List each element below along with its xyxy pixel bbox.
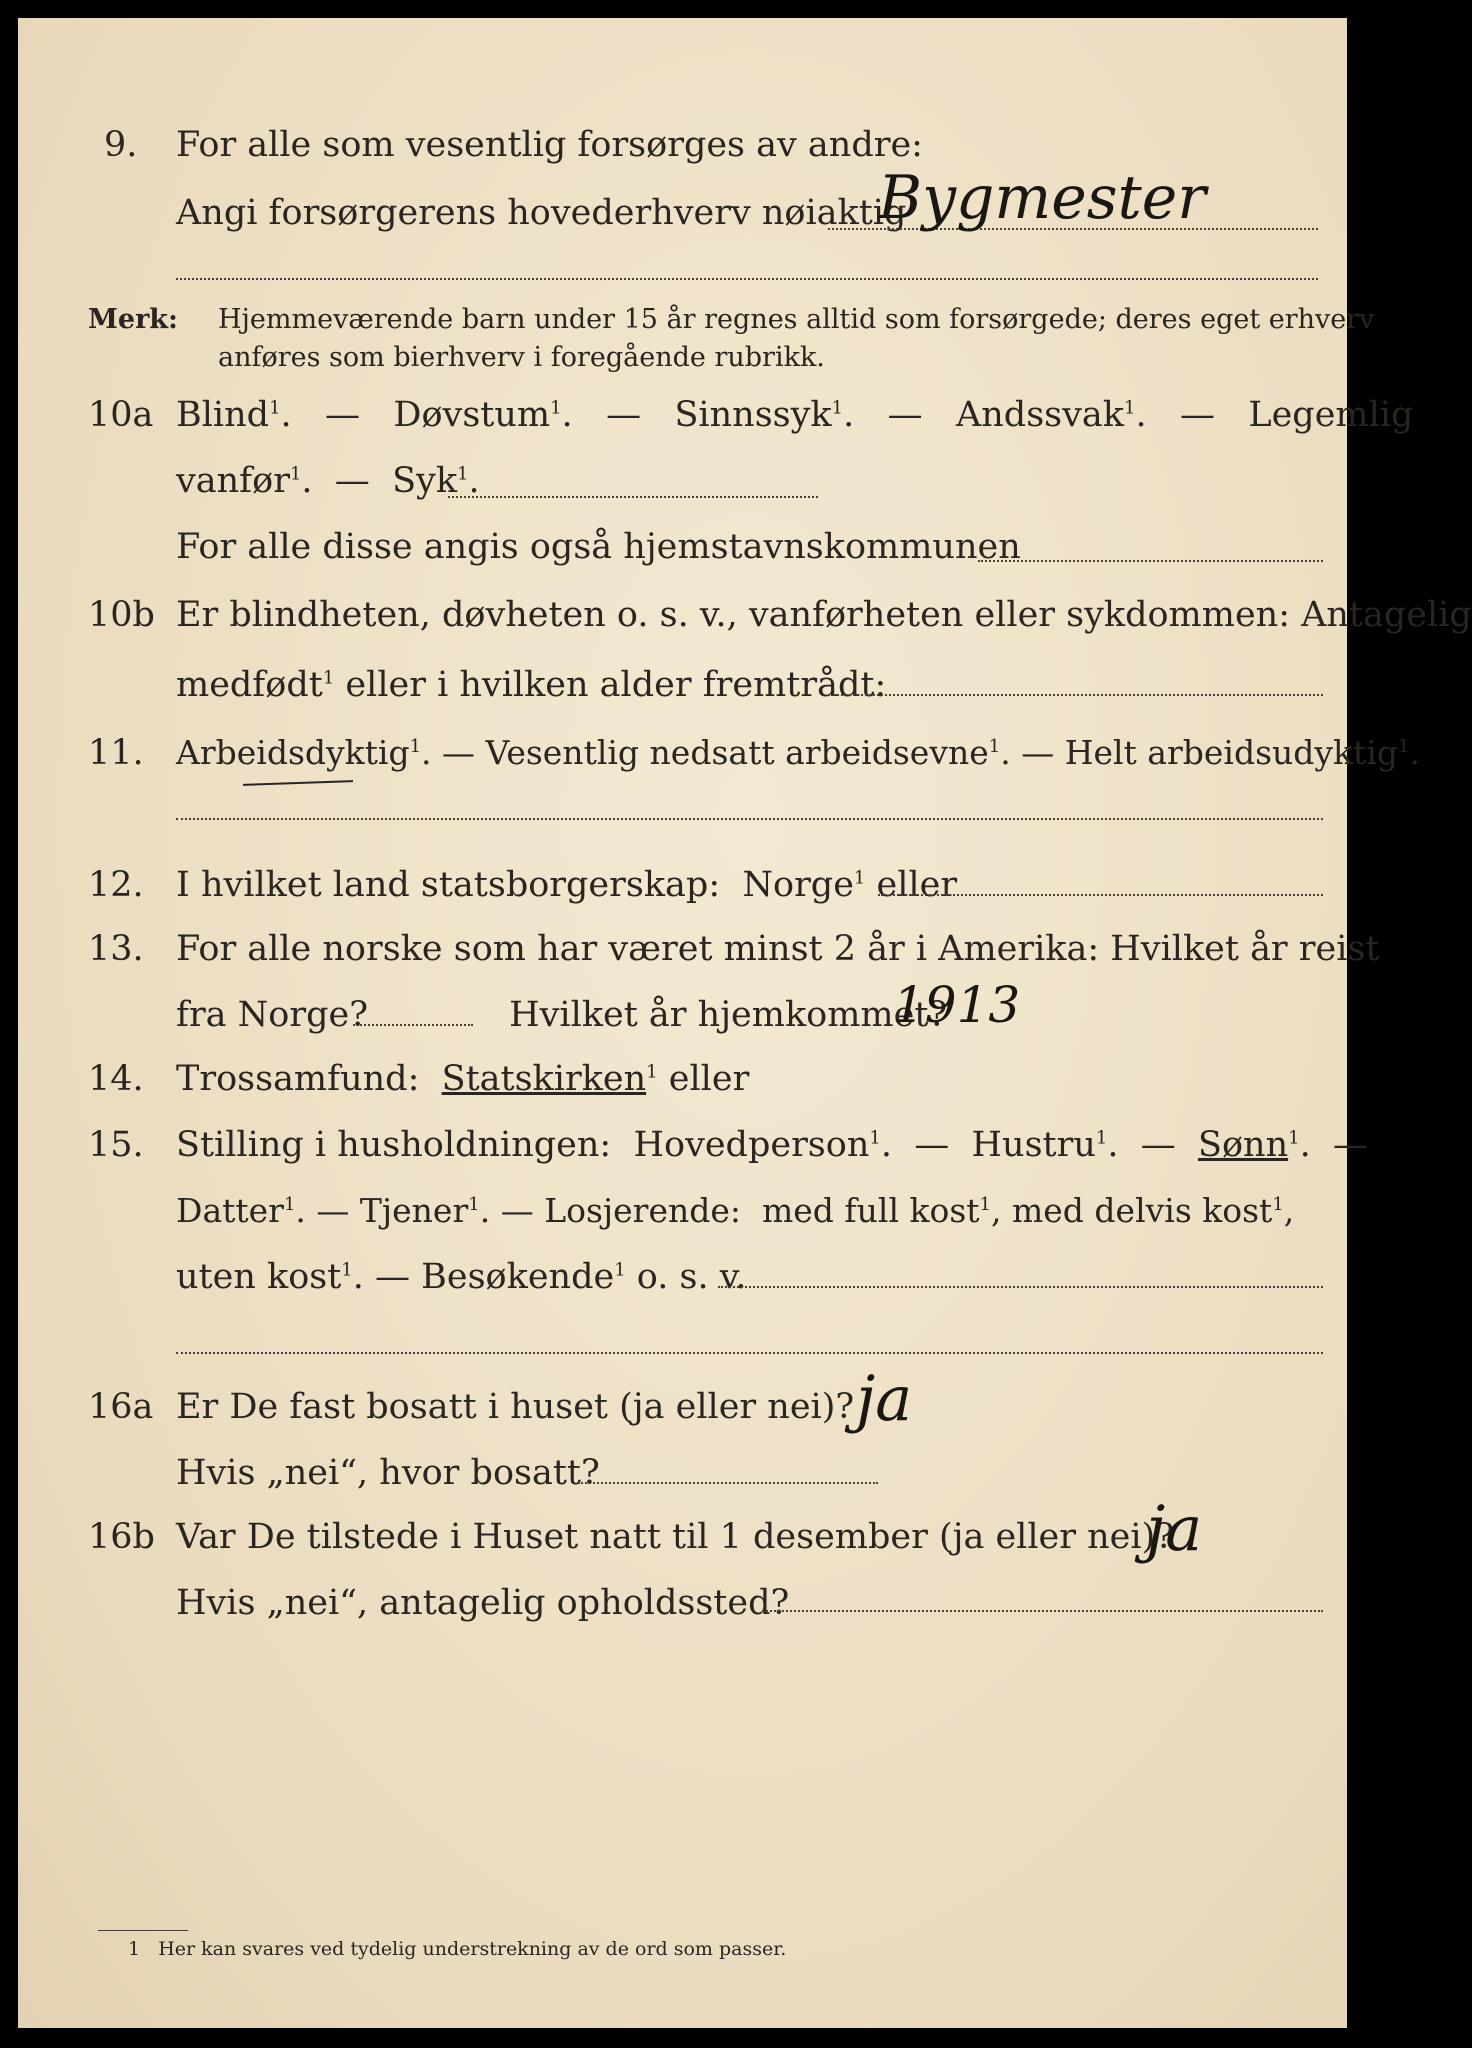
q12-line: I hvilket land statsborgerskap: Norge$^1$ eller <box>176 865 958 905</box>
q10a-andssvak: Andssvak <box>955 395 1124 435</box>
census-form-page <box>18 18 1472 2028</box>
q14-line: Trossamfund: Statskirken$^1$ eller <box>176 1059 750 1099</box>
q9-line1: For alle som vesentlig forsørges av andre: <box>176 125 923 165</box>
q10a-number: 10a <box>88 395 154 435</box>
q16a-line2: Hvis „nei“, hvor bosatt? <box>176 1453 600 1493</box>
q10b-number: 10b <box>88 595 155 635</box>
q9-number: 9. <box>104 125 138 165</box>
q10a-blind: Blind <box>176 395 270 435</box>
merk-line2: anføres som bierhverv i foregående rubrikk. <box>218 342 825 373</box>
q11-handwritten-underline <box>243 780 353 786</box>
q12-norge: Norge <box>742 865 854 905</box>
q11-blank-line <box>176 818 1323 820</box>
q10a-line3: For alle disse angis også hjemstavnskommunen <box>176 527 1021 567</box>
q10a-line2-blank <box>448 496 818 498</box>
q15-blank-line <box>176 1352 1323 1354</box>
q10a-sinnssyk: Sinnssyk <box>674 395 832 435</box>
q9-blank-line <box>176 278 1318 280</box>
q10a-line2: vanfør$^1$. — Syk$^1$. <box>176 461 480 501</box>
q15-line3-blank <box>718 1286 1323 1288</box>
q11-number: 11. <box>88 733 144 773</box>
q16a-number: 16a <box>88 1387 154 1427</box>
q10b-line2: medfødt$^1$ eller i hvilken alder fremtrådt: <box>176 665 887 705</box>
q12-number: 12. <box>88 865 144 905</box>
q11-arbeidsdyktig: Arbeidsdyktig <box>176 733 410 772</box>
footnote-text: Her kan svares ved tydelig understrekning av de ord som passer. <box>158 1938 787 1960</box>
q10a-dovstum: Døvstum <box>393 395 551 435</box>
footnote-mark: 1 <box>128 1938 141 1960</box>
merk-line1: Hjemmeværende barn under 15 år regnes alltid som forsørgede; deres eget erhverv <box>218 304 1375 335</box>
q16b-line1: Var De tilstede i Huset natt til 1 desember (ja eller nei)? <box>176 1517 1174 1557</box>
q9-answer-handwritten: Bygmester <box>878 163 1206 233</box>
q15-line3: uten kost$^1$. — Besøkende$^1$ o. s. v. <box>176 1257 747 1297</box>
footnote <box>128 1940 786 1959</box>
q16a-answer-handwritten: ja <box>856 1362 913 1435</box>
q13-answer-handwritten: 1913 <box>893 976 1021 1034</box>
q13-number: 13. <box>88 929 144 969</box>
q13-line1: For alle norske som har været minst 2 år i Amerika: Hvilket år reist <box>176 929 1380 969</box>
q16b-blank <box>763 1610 1323 1612</box>
footnote-rule <box>98 1930 188 1931</box>
q10a-legemlig: Legemlig <box>1248 395 1414 435</box>
q16a-blank <box>578 1482 878 1484</box>
q11-line: Arbeidsdyktig$^1$. — Vesentlig nedsatt arbeidsevne$^1$. — Helt arbeidsudyktig$^1$. <box>176 733 1420 772</box>
q11-nedsatt: Vesentlig nedsatt arbeidsevne <box>485 733 989 772</box>
q16a-line1: Er De fast bosatt i huset (ja eller nei)? <box>176 1387 855 1427</box>
q14-number: 14. <box>88 1059 144 1099</box>
q10b-line1: Er blindheten, døvheten o. s. v., vanførheten eller sykdommen: Antagelig <box>176 595 1472 635</box>
q10a-line3-blank <box>978 560 1323 562</box>
q16b-line2: Hvis „nei“, antagelig opholdssted? <box>176 1583 790 1623</box>
q15-line2: Datter$^1$. — Tjener$^1$. — Losjerende: med full kost$^1$, med delvis kost$^1$, <box>176 1191 1295 1230</box>
q10b-blank <box>828 694 1323 696</box>
q13-line2: fra Norge? Hvilket år hjemkommet? <box>176 995 948 1035</box>
q15-number: 15. <box>88 1125 144 1165</box>
q10a-line1: Blind$^1$. — Døvstum$^1$. — Sinnssyk$^1$. — Andssvak$^1$. — Legemlig <box>176 395 1414 435</box>
q12-blank <box>878 894 1323 896</box>
q16b-number: 16b <box>88 1517 155 1557</box>
q13-year-left-blank <box>353 1024 473 1026</box>
merk-label: Merk: <box>88 304 178 335</box>
q15-line1: Stilling i husholdningen: Hovedperson$^1$. — Hustru$^1$. — Sønn$^1$. — <box>176 1125 1368 1165</box>
q14-statskirken: Statskirken <box>441 1059 647 1099</box>
q16b-answer-handwritten: ja <box>1146 1492 1203 1565</box>
q11-udyktig: Helt arbeidsudyktig <box>1064 733 1398 772</box>
q15-sonn: Sønn <box>1197 1125 1289 1165</box>
q9-line2: Angi forsørgerens hovederhverv nøiaktig <box>176 193 907 233</box>
